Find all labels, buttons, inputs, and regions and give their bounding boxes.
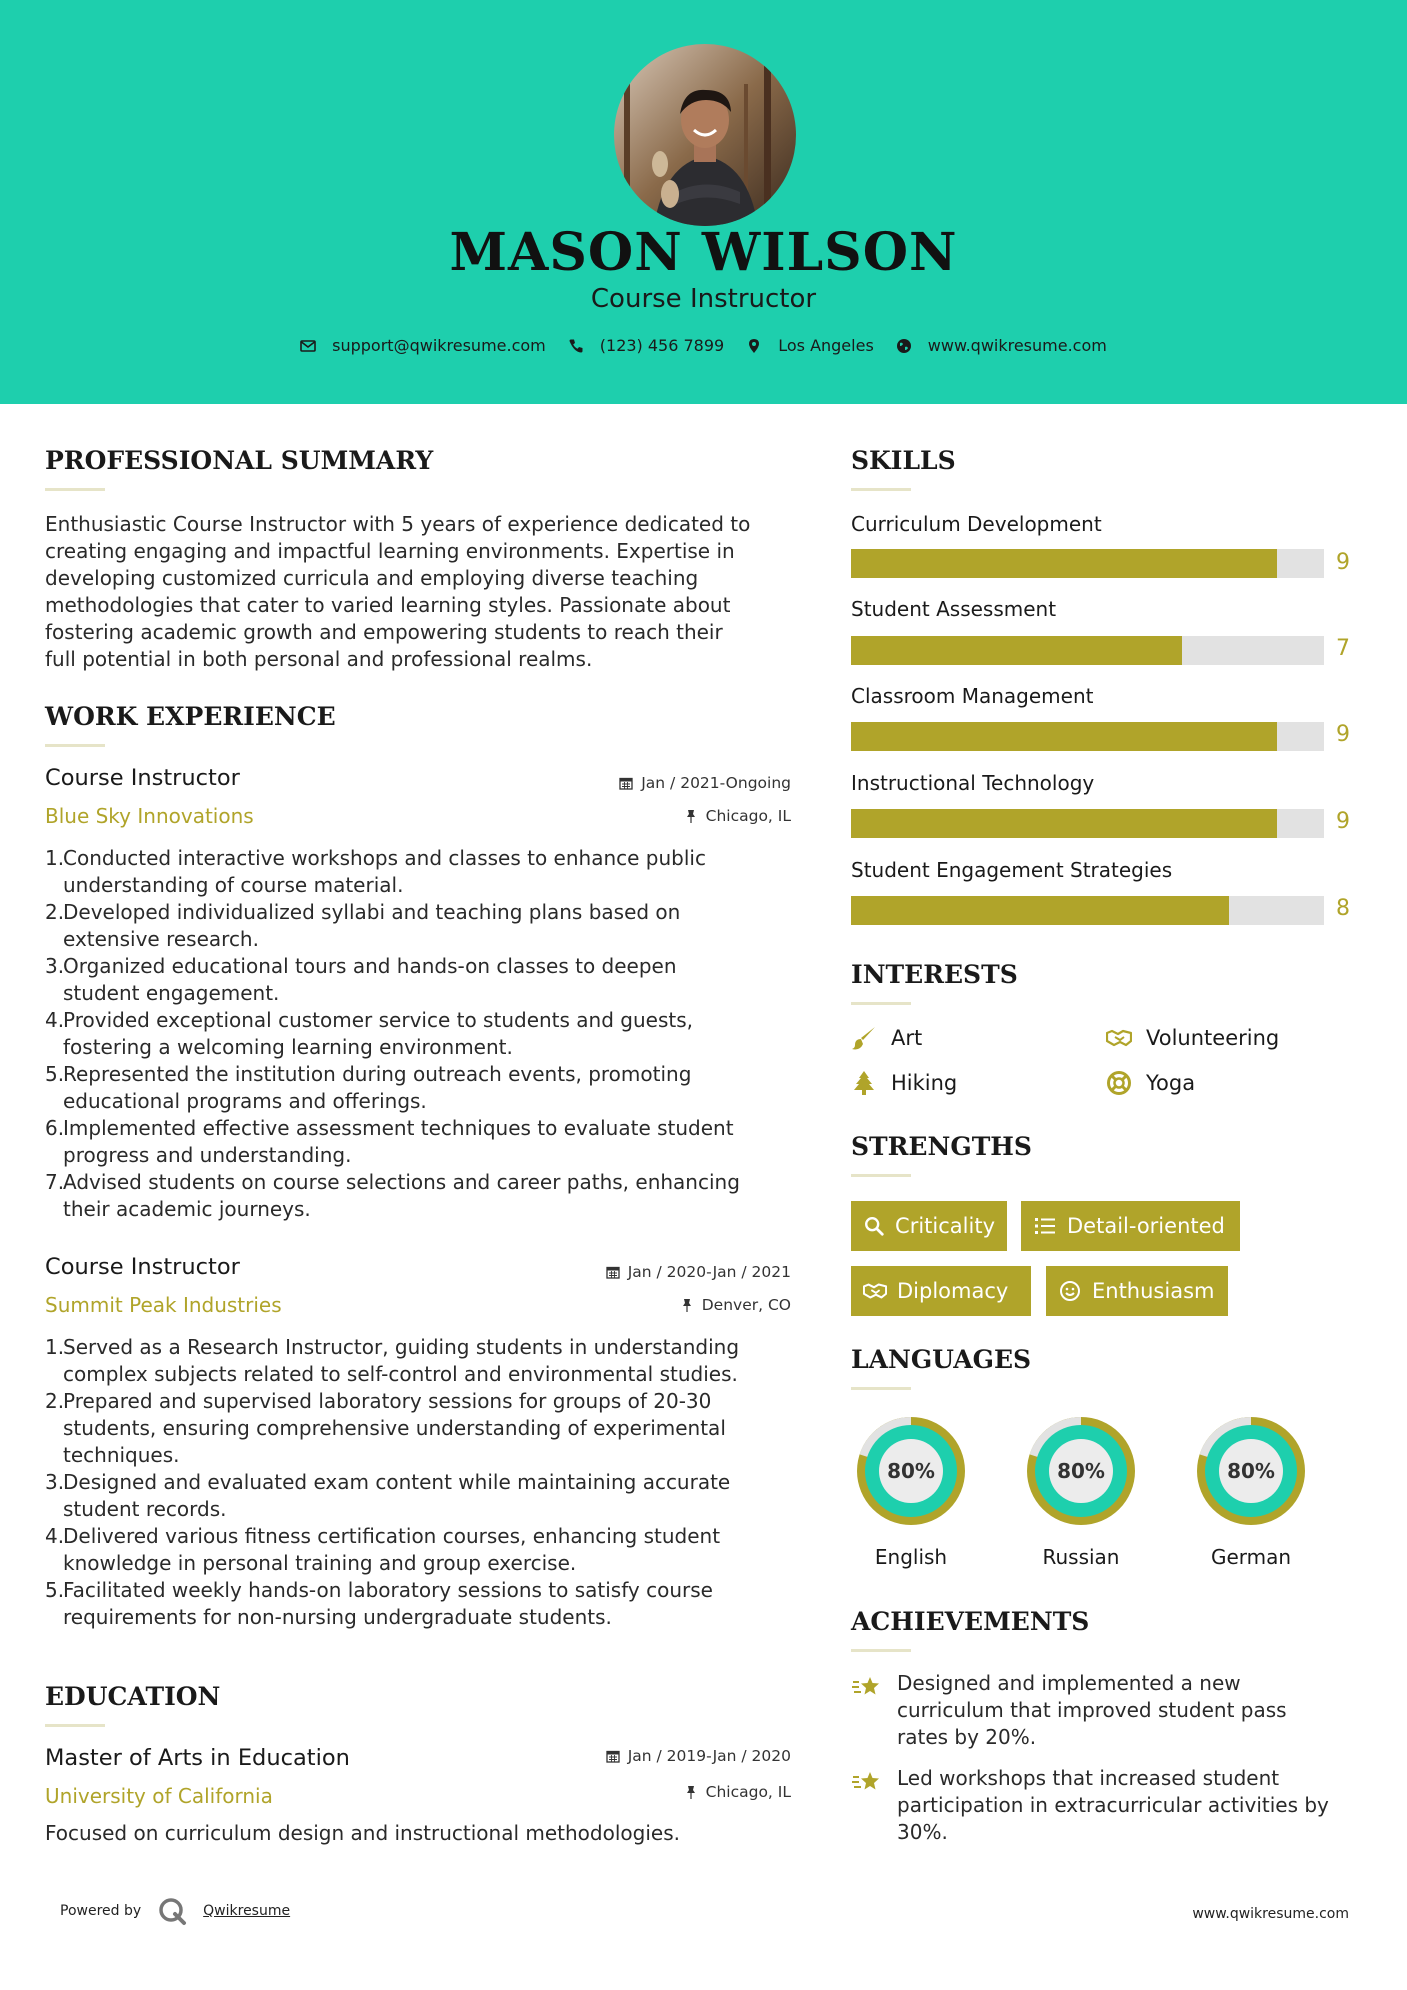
interest-item bbox=[851, 1070, 957, 1096]
summary-line: creating engaging and impactful learning environments. Expertise in bbox=[45, 539, 735, 563]
skill-label: Student Assessment bbox=[851, 597, 1057, 621]
list-item-line: fostering a welcoming learning environment. bbox=[63, 1035, 513, 1059]
summary-underline bbox=[45, 488, 105, 491]
education-description: Focused on curriculum design and instructional methodologies. bbox=[45, 1821, 680, 1845]
skill-bar bbox=[851, 809, 1324, 838]
list-item-line: educational programs and offerings. bbox=[63, 1089, 427, 1113]
job-company: Summit Peak Industries bbox=[45, 1293, 282, 1317]
list-item-line: Provided exceptional customer service to students and guests, bbox=[63, 1008, 693, 1032]
strength-badge bbox=[1021, 1201, 1240, 1251]
education-location bbox=[684, 1783, 791, 1801]
achievement-item bbox=[851, 1670, 1361, 1751]
skill-bar bbox=[851, 549, 1324, 578]
strength-badge bbox=[851, 1266, 1031, 1316]
list-item bbox=[63, 845, 823, 899]
list-item-line: student engagement. bbox=[63, 981, 280, 1005]
list-item-line: Delivered various fitness certification courses, enhancing student bbox=[63, 1524, 721, 1548]
paintbrush-icon bbox=[851, 1025, 877, 1051]
job-location-text: Denver, CO bbox=[701, 1296, 791, 1314]
phone-icon bbox=[568, 338, 584, 354]
interest-item bbox=[1106, 1070, 1195, 1096]
contact-email[interactable] bbox=[300, 336, 546, 355]
achievement-line: Designed and implemented a new bbox=[897, 1671, 1241, 1695]
skill-label: Classroom Management bbox=[851, 684, 1094, 708]
achievement-line: rates by 20%. bbox=[897, 1725, 1037, 1749]
list-item-line: complex subjects related to self-control and environmental studies. bbox=[63, 1362, 738, 1386]
skill-bar-fill bbox=[851, 549, 1277, 578]
list-item-line: Served as a Research Instructor, guiding students in understanding bbox=[63, 1335, 740, 1359]
achievement-line: curriculum that improved student pass bbox=[897, 1698, 1287, 1722]
strength-label: Detail-oriented bbox=[1067, 1214, 1225, 1238]
list-item-line: requirements for non-nursing undergraduate students. bbox=[63, 1605, 612, 1629]
job-title: Course Instructor bbox=[45, 1254, 240, 1280]
achievement-line: Led workshops that increased student bbox=[897, 1766, 1280, 1790]
contact-website[interactable] bbox=[896, 336, 1107, 355]
header-banner bbox=[0, 0, 1407, 404]
calendar-icon bbox=[619, 776, 633, 790]
strength-badge bbox=[851, 1201, 1007, 1251]
list-item-line: Facilitated weekly hands-on laboratory sessions to satisfy course bbox=[63, 1578, 713, 1602]
candidate-role: Course Instructor bbox=[590, 284, 817, 314]
language-percent: 80% bbox=[1227, 1459, 1275, 1483]
globe-icon bbox=[896, 338, 912, 354]
list-item-line: Implemented effective assessment techniques to evaluate student bbox=[63, 1116, 734, 1140]
job-title: Course Instructor bbox=[45, 765, 240, 791]
list-item bbox=[63, 1115, 823, 1169]
interests-heading: INTERESTS bbox=[851, 960, 1018, 989]
language-name: Russian bbox=[1042, 1545, 1120, 1569]
language-percent: 80% bbox=[887, 1459, 935, 1483]
languages-underline bbox=[851, 1387, 911, 1390]
list-item bbox=[63, 1577, 823, 1631]
job-company: Blue Sky Innovations bbox=[45, 804, 254, 828]
star-badge-icon bbox=[851, 1767, 883, 1799]
list-item bbox=[63, 1523, 823, 1577]
strength-badge bbox=[1046, 1266, 1228, 1316]
pushpin-icon bbox=[684, 1785, 698, 1799]
list-item-line: understanding of course material. bbox=[63, 873, 404, 897]
lifebuoy-icon bbox=[1106, 1070, 1132, 1096]
list-item bbox=[63, 1469, 823, 1523]
skill-bar-fill bbox=[851, 896, 1229, 925]
strength-label: Enthusiasm bbox=[1092, 1279, 1215, 1303]
list-item-line: Represented the institution during outreach events, promoting bbox=[63, 1062, 692, 1086]
list-item-line: Designed and evaluated exam content while maintaining accurate bbox=[63, 1470, 731, 1494]
language-ring bbox=[1191, 1411, 1311, 1531]
job-dates bbox=[606, 1263, 791, 1281]
skill-label: Student Engagement Strategies bbox=[851, 858, 1173, 882]
skill-value: 9 bbox=[1336, 809, 1350, 834]
skill-value: 7 bbox=[1336, 636, 1350, 661]
skills-heading: SKILLS bbox=[851, 446, 956, 475]
handshake-icon bbox=[863, 1279, 887, 1303]
summary-line: full potential in both personal and professional realms. bbox=[45, 647, 593, 671]
list-item-line: students, ensuring comprehensive understanding of experimental bbox=[63, 1416, 726, 1440]
calendar-icon bbox=[606, 1749, 620, 1763]
achievements-heading: ACHIEVEMENTS bbox=[851, 1607, 1090, 1636]
achievement-text bbox=[897, 1765, 1329, 1846]
language-percent: 80% bbox=[1057, 1459, 1105, 1483]
pushpin-icon bbox=[680, 1298, 694, 1312]
skills-underline bbox=[851, 488, 911, 491]
strength-label: Criticality bbox=[895, 1214, 995, 1238]
job-dates-text: Jan / 2021-Ongoing bbox=[641, 774, 791, 792]
footer-powered-by bbox=[60, 1896, 290, 1926]
list-item-line: Organized educational tours and hands-on classes to deepen bbox=[63, 954, 677, 978]
skill-bar bbox=[851, 636, 1324, 665]
list-item-line: extensive research. bbox=[63, 927, 259, 951]
list-item-line: knowledge in personal training and group exercise. bbox=[63, 1551, 577, 1575]
interest-label: Hiking bbox=[891, 1071, 958, 1095]
job-responsibilities bbox=[45, 1334, 823, 1631]
contact-location bbox=[746, 336, 874, 355]
achievement-line: participation in extracurricular activities by bbox=[897, 1793, 1329, 1817]
language-name: German bbox=[1210, 1545, 1292, 1569]
summary-heading: PROFESSIONAL SUMMARY bbox=[45, 446, 434, 475]
strengths-underline bbox=[851, 1174, 911, 1177]
education-school: University of California bbox=[45, 1784, 273, 1808]
list-item bbox=[63, 1334, 823, 1388]
job-dates bbox=[619, 774, 791, 792]
experience-heading: WORK EXPERIENCE bbox=[45, 702, 336, 731]
skill-bar-fill bbox=[851, 809, 1277, 838]
list-item-line: their academic journeys. bbox=[63, 1197, 311, 1221]
skill-label: Curriculum Development bbox=[851, 512, 1102, 536]
envelope-icon bbox=[300, 338, 316, 354]
strengths-heading: STRENGTHS bbox=[851, 1132, 1032, 1161]
achievement-line: 30%. bbox=[897, 1820, 948, 1844]
handshake-icon bbox=[1106, 1025, 1132, 1051]
interest-label: Yoga bbox=[1146, 1071, 1196, 1095]
summary-line: methodologies that cater to varied learning styles. Passionate about bbox=[45, 593, 731, 617]
contact-website-text: www.qwikresume.com bbox=[927, 336, 1107, 355]
pushpin-icon bbox=[684, 809, 698, 823]
footer-website[interactable]: www.qwikresume.com bbox=[1192, 1906, 1349, 1922]
interest-label: Art bbox=[891, 1026, 923, 1050]
contact-location-text: Los Angeles bbox=[778, 336, 874, 355]
list-item-line: progress and understanding. bbox=[63, 1143, 352, 1167]
languages-heading: LANGUAGES bbox=[851, 1345, 1032, 1374]
job-location-text: Chicago, IL bbox=[705, 807, 791, 825]
calendar-icon bbox=[606, 1265, 620, 1279]
summary-line: Enthusiastic Course Instructor with 5 years of experience dedicated to bbox=[45, 512, 751, 536]
skill-value: 9 bbox=[1336, 722, 1350, 747]
strength-label: Diplomacy bbox=[897, 1279, 1009, 1303]
candidate-name: MASON WILSON bbox=[449, 222, 958, 283]
skill-bar-fill bbox=[851, 722, 1277, 751]
contact-phone-text: (123) 456 7899 bbox=[599, 336, 725, 355]
achievements-underline bbox=[851, 1649, 911, 1652]
list-item-line: Advised students on course selections and career paths, enhancing bbox=[63, 1170, 740, 1194]
interest-item bbox=[1106, 1025, 1279, 1051]
skill-bar bbox=[851, 722, 1324, 751]
list-item bbox=[63, 1061, 823, 1115]
summary-text bbox=[45, 511, 805, 673]
smile-icon bbox=[1058, 1279, 1082, 1303]
language-ring bbox=[1021, 1411, 1141, 1531]
profile-photo-image bbox=[614, 44, 796, 226]
tree-icon bbox=[851, 1070, 877, 1096]
list-icon bbox=[1033, 1214, 1057, 1238]
language-name: English bbox=[874, 1545, 948, 1569]
profile-photo bbox=[614, 44, 796, 226]
education-dates bbox=[606, 1747, 791, 1765]
job-location bbox=[680, 1296, 791, 1314]
skill-bar-fill bbox=[851, 636, 1182, 665]
skill-label: Instructional Technology bbox=[851, 771, 1095, 795]
job-responsibilities bbox=[45, 845, 823, 1223]
list-item bbox=[63, 1007, 823, 1061]
summary-line: fostering academic growth and empowering students to reach their bbox=[45, 620, 723, 644]
interest-label: Volunteering bbox=[1146, 1026, 1280, 1050]
skill-value: 9 bbox=[1336, 550, 1350, 575]
education-heading: EDUCATION bbox=[45, 1682, 221, 1711]
experience-underline bbox=[45, 744, 105, 747]
achievement-item bbox=[851, 1765, 1361, 1846]
list-item bbox=[63, 1388, 823, 1469]
achievement-text bbox=[897, 1670, 1287, 1751]
education-underline bbox=[45, 1724, 105, 1727]
star-badge-icon bbox=[851, 1672, 883, 1704]
language-ring bbox=[851, 1411, 971, 1531]
interest-item bbox=[851, 1025, 922, 1051]
list-item-line: Developed individualized syllabi and teaching plans based on bbox=[63, 900, 681, 924]
education-degree: Master of Arts in Education bbox=[45, 1745, 350, 1771]
qwikresume-link[interactable]: Qwikresume bbox=[203, 1903, 291, 1919]
list-item-line: techniques. bbox=[63, 1443, 180, 1467]
list-item-line: Prepared and supervised laboratory sessions for groups of 20-30 bbox=[63, 1389, 712, 1413]
skill-value: 8 bbox=[1336, 896, 1350, 921]
summary-line: developing customized curricula and employing diverse teaching bbox=[45, 566, 699, 590]
list-item bbox=[63, 1169, 823, 1223]
education-dates-text: Jan / 2019-Jan / 2020 bbox=[627, 1747, 791, 1765]
contact-bar bbox=[0, 336, 1407, 355]
list-item-line: student records. bbox=[63, 1497, 227, 1521]
education-location-text: Chicago, IL bbox=[705, 1783, 791, 1801]
list-item bbox=[63, 953, 823, 1007]
list-item-line: Conducted interactive workshops and classes to enhance public bbox=[63, 846, 706, 870]
list-item bbox=[63, 899, 823, 953]
job-location bbox=[684, 807, 791, 825]
qwikresume-logo-icon bbox=[157, 1896, 187, 1926]
job-dates-text: Jan / 2020-Jan / 2021 bbox=[627, 1263, 791, 1281]
contact-phone[interactable] bbox=[568, 336, 724, 355]
powered-by-label: Powered by bbox=[60, 1903, 142, 1919]
search-icon bbox=[863, 1214, 885, 1238]
contact-email-text: support@qwikresume.com bbox=[332, 336, 546, 355]
skill-bar bbox=[851, 896, 1324, 925]
interests-underline bbox=[851, 1002, 911, 1005]
map-pin-icon bbox=[746, 338, 762, 354]
